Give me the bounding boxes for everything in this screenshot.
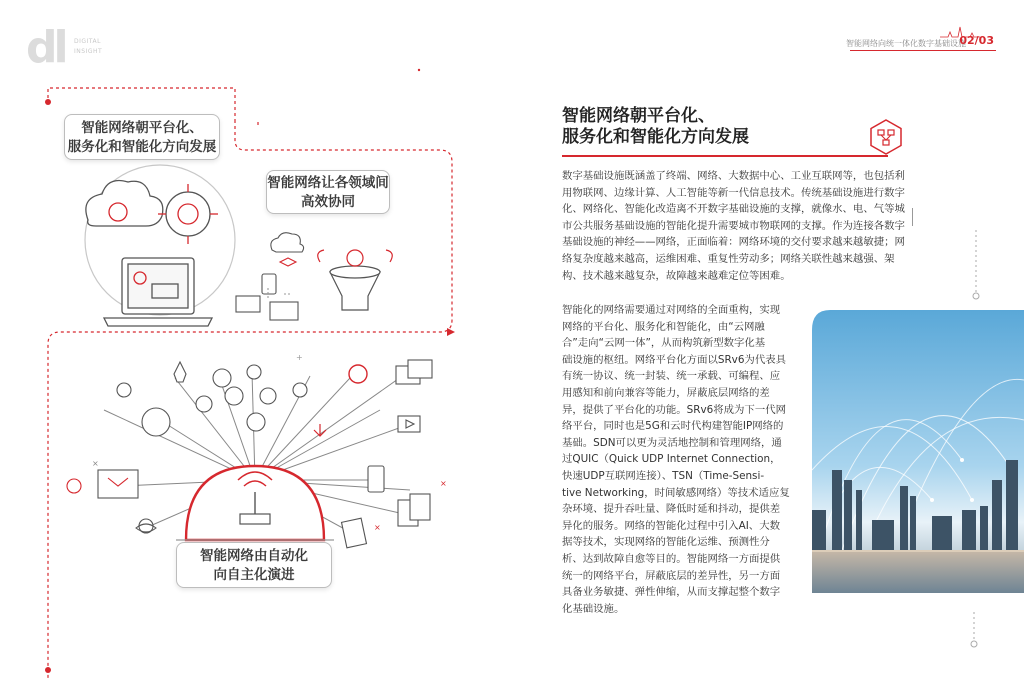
laptop-icon <box>104 258 212 326</box>
intro-paragraph: 数字基础设施既涵盖了终端、网络、大数据中心、工业互联网等，也包括利 用物联网、边缘计算、人工智能等新一代信息技术。传统基础设施进行数字 化、网络化、智能化改造离不开数字基础设施的支撑，就像水、电、气等城 市公共服务基础设施的智能化提升需要城市物联网的支撑。作为连接各数字 基础设施的神经——网络，正面临着：网络环境的交付要求越来越敏捷；网 络复杂度越来越高，运维困难、重复性劳动多；网络关联性越来越强、架 构、技术越来越复杂，故障越来越难定位等困难。 <box>562 170 905 282</box>
illustration-label-autonomy: 智能网络由自动化 向自主化演进 <box>176 542 332 588</box>
city-network-photo <box>812 310 1024 593</box>
illustration-label-collaboration: 智能网络让各领域间 高效协同 <box>266 170 390 214</box>
arrow-right-icon <box>447 328 455 336</box>
monitor-mail-icon <box>98 470 138 498</box>
rocket-icon <box>174 362 186 382</box>
cloud-small-icon <box>271 233 304 266</box>
logo-mark: dl <box>26 22 65 73</box>
devices-icon <box>236 274 298 320</box>
hexagon-network-icon <box>868 119 904 155</box>
logo-line-1: DIGITAL <box>74 38 101 45</box>
photo-stack-icon <box>396 360 432 384</box>
header-rule <box>850 50 996 51</box>
play-icon <box>398 416 420 432</box>
footer-dashes-icon <box>950 612 990 652</box>
svg-text:×: × <box>440 479 447 488</box>
funnel-icon <box>318 250 393 310</box>
svg-text:×: × <box>374 523 381 532</box>
svg-text:×: × <box>92 459 99 468</box>
mobile-chart-icon <box>368 466 384 492</box>
logo-line-2: INSIGHT <box>74 48 103 55</box>
page-number: 02/03 <box>959 34 994 47</box>
section-title: 智能网络朝平台化、 服务化和智能化方向发展 <box>562 106 749 147</box>
body-paragraph: 智能化的网络需要通过对网络的全面重构，实现 网络的平台化、服务化和智能化，由“云网融 合”走向“云网一体”，从而构筑新型数字化基 础设施的枢纽。网络平台化方面以SRv6为代表具 有统一协议、统一封装、统一承载、可编程、应 用感知和前向兼容等能力，屏蔽底层网络的差 异，提供了平台化的功能。SRv6将成为下一代网 络平台，同时也是5G和云时代构建智能IP网络的 基础。SDN可以更为灵活地控制和管理网络，通 过QUIC（Quick UDP Internet Connection， 快速UDP互联网连接）、TSN（Time-Sensi- tive Networking，时间敏感网络）等技术适应复 杂环境、提升吞吐量、降低时延和抖动，提供差 异化的服务。网络的智能化过程中引入AI、大数 据等技术，实现网络的智能化运维、预测性分 析、达到故障自愈等目的。智能网络一方面提供 统一的网络平台，屏蔽底层的差异性，另一方面 具备业务敏捷、弹性伸缩，从而支撑起整个数字 化基础设施。 <box>562 304 790 615</box>
skyline-ornament-icon <box>940 24 980 38</box>
documents-icon <box>342 494 430 548</box>
download-icon <box>314 424 326 436</box>
network-illustration <box>0 0 470 695</box>
illustration-label-platform: 智能网络朝平台化、 服务化和智能化方向发展 <box>64 114 220 160</box>
gear-icon <box>158 184 218 244</box>
sync-icon <box>349 365 367 383</box>
section-title-rule <box>562 155 888 157</box>
svg-text:+: + <box>296 353 303 362</box>
margin-dashes-icon <box>960 230 990 310</box>
dome-router-icon <box>176 466 334 540</box>
margin-tick <box>912 208 913 226</box>
running-header-title: 智能网络向统一体化数字基础设施 <box>846 39 966 48</box>
cloud-sync-icon <box>86 181 163 227</box>
